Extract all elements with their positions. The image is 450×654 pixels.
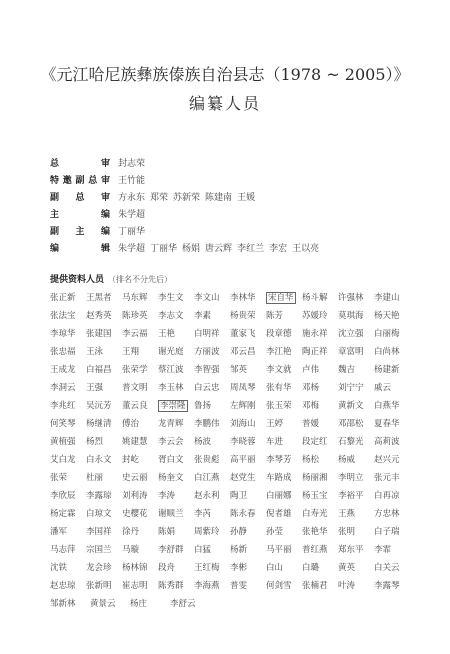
contributor-name: 石黎光 — [338, 437, 364, 447]
contributor-name: 李江艳 — [266, 347, 292, 357]
contributor-name: 方忠林 — [374, 509, 400, 519]
contributor-name: 白猛 — [194, 545, 212, 555]
page-title: 《元江哈尼族彝族傣族自治县志（1978 ~ 2005）》 — [40, 65, 410, 84]
contributor-name: 李生文 — [158, 293, 184, 303]
contributor-row — [50, 576, 410, 594]
contributor-name: 白永文 — [86, 455, 112, 465]
contributor-name: 董家飞 — [230, 329, 256, 339]
contributor-name: 周凤琴 — [230, 383, 256, 393]
contributor-name: 李霏 — [374, 545, 392, 555]
contributor-name: 白再凉 — [374, 491, 400, 501]
contributor-name: 王红梅 — [194, 563, 220, 573]
role-person: 丁丽华 — [150, 244, 178, 254]
role-names — [118, 156, 145, 169]
contributor-name: 马璇 — [122, 545, 140, 555]
contributor-name: 邓邵松 — [338, 419, 364, 429]
contributor-name: 陶卫 — [230, 491, 248, 501]
contributor-name: 郑东平 — [338, 545, 364, 555]
contributor-name: 徐丹 — [122, 527, 140, 537]
contributor-row — [50, 360, 410, 378]
contributor-name: 谢顺兰 — [158, 509, 184, 519]
contributor-name: 杨天艳 — [374, 311, 400, 321]
contributor-name: 莫琪海 — [338, 311, 364, 321]
contributor-name: 叶涛 — [338, 581, 356, 591]
page-subtitle: 编纂人员 — [188, 94, 261, 113]
contributor-name: 宗国兰 — [86, 545, 112, 555]
contributor-name: 李欣辰 — [50, 491, 76, 501]
contributor-name: 白丽梅 — [374, 329, 400, 339]
contributor-name: 张荣学 — [122, 365, 148, 375]
contributor-name: 孙莹 — [266, 527, 284, 537]
contributor-name: 李兆红 — [50, 401, 76, 411]
contributor-row — [50, 594, 410, 612]
contributor-name: 李涛 — [158, 491, 176, 501]
contributor-name: 李云福 — [122, 329, 148, 339]
contributor-row — [50, 432, 410, 450]
contributor-row — [50, 306, 410, 324]
contributor-name: 车路成 — [266, 473, 292, 483]
role-names — [118, 190, 255, 203]
contributor-name: 邓云昌 — [230, 347, 256, 357]
contributor-name: 黄植强 — [50, 437, 76, 447]
contributor-name: 艾白龙 — [50, 455, 76, 465]
contributor-name: 潘军 — [50, 527, 68, 537]
contributor-name: 李林华 — [230, 293, 256, 303]
contributor-name: 杨波 — [194, 437, 212, 447]
contributor-name: 李明立 — [338, 473, 364, 483]
role-person: 郑荣 — [150, 193, 169, 203]
contributor-name: 李裕平 — [338, 491, 364, 501]
contributor-name: 张艳华 — [302, 527, 328, 537]
contributor-name: 姚建慧 — [122, 437, 148, 447]
contributor-name: 方丽波 — [194, 347, 220, 357]
role-label: 副 总 审 — [50, 193, 110, 203]
contributor-name: 马平丽 — [266, 545, 292, 555]
contributor-name: 王艳 — [158, 329, 176, 339]
contributor-name: 白关云 — [374, 563, 400, 573]
contributor-name: 杨威 — [338, 455, 356, 465]
contributor-name: 戚云 — [374, 383, 392, 393]
contributor-name: 张元丰 — [374, 473, 400, 483]
contributor-name: 鲁扬 — [194, 401, 212, 411]
contributor-name: 黄新文 — [338, 401, 364, 411]
contributor-name: 孙静 — [230, 527, 248, 537]
contributor-name: 杨贵荣 — [230, 311, 256, 321]
contributor-name: 王婷 — [266, 419, 284, 429]
role-person: 苏新荣 — [173, 193, 201, 203]
contributors-note: （排名不分先后） — [108, 275, 173, 284]
contributor-name: 赵秀英 — [86, 311, 112, 321]
contributor-name: 刘海山 — [230, 419, 256, 429]
contributor-name: 李建山 — [374, 293, 400, 303]
contributor-name: 谢光庭 — [158, 347, 184, 357]
contributor-name: 赵兴元 — [374, 455, 400, 465]
contributor-name: 史樱花 — [122, 509, 148, 519]
contributor-name: 陈娟 — [158, 527, 176, 537]
role-label: 编 辑 — [50, 244, 110, 254]
contributor-name: 白山 — [266, 563, 284, 573]
contributor-name: 白璐 — [302, 563, 320, 573]
contributor-name: 李文山 — [194, 293, 220, 303]
contributor-name: 白丽娜 — [266, 491, 292, 501]
contributor-name: 苏媛玲 — [302, 311, 328, 321]
role-row — [50, 171, 410, 188]
contributor-name: 段舟 — [158, 563, 176, 573]
contributor-name: 沈铁 — [50, 563, 68, 573]
contributor-name: 段定红 — [302, 437, 328, 447]
contributor-name: 邹英 — [230, 365, 248, 375]
contributor-name: 李崇隆 — [160, 401, 186, 411]
contributor-name: 杨玉宝 — [302, 491, 328, 501]
contributor-name: 夏春华 — [374, 419, 400, 429]
contributor-name: 李芮 — [194, 509, 212, 519]
contributor-name: 李琼华 — [50, 329, 76, 339]
contributor-name: 胥白文 — [158, 455, 184, 465]
contributor-name: 马志萍 — [50, 545, 76, 555]
contributor-name: 段章德 — [266, 329, 292, 339]
contributor-name: 史云丽 — [122, 473, 148, 483]
contributor-name: 李露琴 — [374, 581, 400, 591]
contributor-name: 张建国 — [86, 329, 112, 339]
contributor-name: 张明 — [338, 527, 356, 537]
contributor-name: 王成龙 — [50, 365, 76, 375]
contributor-name: 张贵彪 — [194, 455, 220, 465]
contributor-name: 马东辉 — [122, 293, 148, 303]
contributor-row — [50, 288, 410, 306]
role-label: 特 邀 副 总 审 — [50, 176, 110, 186]
contributor-name: 宋自华 — [268, 293, 294, 303]
role-person: 李红兰 — [237, 244, 265, 254]
contributor-row — [50, 468, 410, 486]
contributor-name: 杜丽 — [86, 473, 104, 483]
contributor-name: 卢伟 — [302, 365, 320, 375]
role-row — [50, 188, 410, 205]
contributor-name: 李琴芳 — [266, 455, 292, 465]
contributor-row — [50, 558, 410, 576]
contributors-heading-text: 提供资料人员 — [50, 275, 105, 285]
contributor-name: 邹新林 — [50, 599, 76, 609]
contributor-name: 沈立强 — [338, 329, 364, 339]
role-person: 唐云辉 — [205, 244, 233, 254]
contributor-name: 杨丽湘 — [302, 473, 328, 483]
contributor-row — [50, 324, 410, 342]
contributor-name: 高平丽 — [230, 455, 256, 465]
role-person: 杨娟 — [182, 244, 201, 254]
contributor-name: 杨奎文 — [158, 473, 184, 483]
contributor-name: 李国祥 — [86, 527, 112, 537]
contributor-name: 普文明 — [122, 383, 148, 393]
role-person: 封志荣 — [118, 159, 146, 169]
contributor-name: 白云忠 — [194, 383, 220, 393]
contributor-name: 王翔 — [122, 347, 140, 357]
contributor-name: 李舒云 — [170, 599, 196, 609]
contributor-name: 许强林 — [338, 293, 364, 303]
contributor-name: 崔志明 — [122, 581, 148, 591]
contributor-name: 张玉荣 — [266, 401, 292, 411]
contributor-name: 李素 — [194, 311, 212, 321]
contributor-name: 周紫玲 — [194, 527, 220, 537]
contributor-name: 张正新 — [50, 293, 76, 303]
contributor-name: 李智强 — [194, 365, 220, 375]
contributor-name: 张新明 — [86, 581, 112, 591]
contributor-name: 李云会 — [158, 437, 184, 447]
contributor-name: 龙青辉 — [158, 419, 184, 429]
contributor-name: 刘宁宁 — [338, 383, 364, 393]
contributor-name: 施永祥 — [302, 329, 328, 339]
contributor-name: 魏吉 — [338, 365, 356, 375]
contributor-name: 章富明 — [338, 347, 364, 357]
role-label: 副 主 编 — [50, 227, 110, 237]
contributor-name: 杨林锦 — [122, 563, 148, 573]
contributor-name: 刘利涛 — [122, 491, 148, 501]
contributor-name: 董云良 — [122, 401, 148, 411]
contributor-name: 白燕华 — [374, 401, 400, 411]
contributor-name: 陈珍英 — [122, 311, 148, 321]
contributor-row — [50, 378, 410, 396]
contributor-name: 杨庄 — [130, 599, 148, 609]
contributor-name: 张楠君 — [302, 581, 328, 591]
contributor-name: 白寿光 — [302, 509, 328, 519]
contributor-name: 高莉波 — [374, 437, 400, 447]
role-row — [50, 205, 410, 222]
contributor-row — [50, 540, 410, 558]
contributor-name: 倪者雄 — [266, 509, 292, 519]
role-person: 朱学超 — [118, 210, 146, 220]
contributor-name: 龙会珍 — [86, 563, 112, 573]
contributor-name: 白琼文 — [86, 509, 112, 519]
contributor-name: 黄景云 — [90, 599, 116, 609]
contributor-name: 赵忠琼 — [50, 581, 76, 591]
role-names — [118, 173, 145, 186]
contributor-name: 白子瑞 — [374, 527, 400, 537]
contributor-name: 白明祥 — [194, 329, 220, 339]
role-names — [118, 241, 319, 254]
contributor-name: 普红燕 — [302, 545, 328, 555]
role-names — [118, 224, 145, 237]
contributor-name: 杨建新 — [374, 365, 400, 375]
role-person: 王竹能 — [118, 176, 146, 186]
contributor-name: 李露琼 — [86, 491, 112, 501]
contributor-name: 白尚林 — [374, 347, 400, 357]
contributor-name: 吴沅芳 — [86, 401, 112, 411]
contributor-name: 杨新 — [230, 545, 248, 555]
contributor-name: 张荣 — [50, 473, 68, 483]
contributor-name: 傅治 — [122, 419, 140, 429]
role-person: 丁丽华 — [118, 227, 146, 237]
contributor-name: 李玉林 — [158, 383, 184, 393]
contributor-name: 杨松 — [302, 455, 320, 465]
contributor-row — [50, 342, 410, 360]
contributor-name: 普媛 — [302, 419, 320, 429]
contributor-row — [50, 504, 410, 522]
contributor-name: 邓杨 — [302, 383, 320, 393]
role-person: 朱学超 — [118, 244, 146, 254]
contributor-name: 封屹 — [122, 455, 140, 465]
contributor-name: 李晓蓉 — [230, 437, 256, 447]
contributor-name: 李洞云 — [50, 383, 76, 393]
contributors-heading — [50, 272, 172, 285]
role-label: 总 审 — [50, 159, 110, 169]
contributor-row — [50, 522, 410, 540]
role-row — [50, 239, 410, 256]
role-row — [50, 154, 410, 171]
contributor-name: 白福昌 — [86, 365, 112, 375]
contributor-name: 张有华 — [266, 383, 292, 393]
contributor-name: 李志文 — [158, 311, 184, 321]
role-person: 王以亮 — [292, 244, 320, 254]
contributor-name: 陈永春 — [230, 509, 256, 519]
contributor-name: 王燕 — [338, 509, 356, 519]
contributor-name: 李彬 — [230, 563, 248, 573]
contributor-name: 李鹏伟 — [194, 419, 220, 429]
contributor-name: 陈秀群 — [158, 581, 184, 591]
contributor-name: 李舒群 — [158, 545, 184, 555]
contributor-row — [50, 396, 410, 414]
contributor-row — [50, 414, 410, 432]
role-person: 王媛 — [237, 193, 256, 203]
contributors-grid — [50, 288, 410, 612]
role-label: 主 编 — [50, 210, 110, 220]
contributor-name: 车进 — [266, 437, 284, 447]
contributor-row — [50, 450, 410, 468]
contributor-name: 赵永利 — [194, 491, 220, 501]
role-row — [50, 222, 410, 239]
role-person: 陈建南 — [205, 193, 233, 203]
role-person: 方永东 — [118, 193, 146, 203]
contributor-name: 何剑雪 — [266, 581, 292, 591]
contributor-name: 白江燕 — [194, 473, 220, 483]
contributor-row — [50, 486, 410, 504]
contributor-name: 黄英 — [338, 563, 356, 573]
contributor-name: 赵党生 — [230, 473, 256, 483]
contributor-name: 王强 — [86, 383, 104, 393]
contributor-name: 邓梅 — [302, 401, 320, 411]
contributor-name: 陶正祥 — [302, 347, 328, 357]
contributor-name: 张忠福 — [50, 347, 76, 357]
role-names — [118, 207, 145, 220]
contributor-name: 李海燕 — [194, 581, 220, 591]
contributor-name: 蔡江波 — [158, 365, 184, 375]
contributor-name: 杨继清 — [86, 419, 112, 429]
contributor-name: 陈芳 — [266, 311, 284, 321]
editorial-roles — [50, 154, 410, 256]
contributor-name: 王黑者 — [86, 293, 112, 303]
contributor-name: 普雯 — [230, 581, 248, 591]
contributor-name: 何笑琴 — [50, 419, 76, 429]
role-person: 李宏 — [269, 244, 288, 254]
contributor-name: 杨烈 — [86, 437, 104, 447]
contributor-name: 左辉刚 — [230, 401, 256, 411]
contributor-name: 李文就 — [266, 365, 292, 375]
contributor-name: 张法宝 — [50, 311, 76, 321]
contributor-name: 杨定霖 — [50, 509, 76, 519]
contributor-name: 王泳 — [86, 347, 104, 357]
contributor-name: 杨斗解 — [302, 293, 328, 303]
